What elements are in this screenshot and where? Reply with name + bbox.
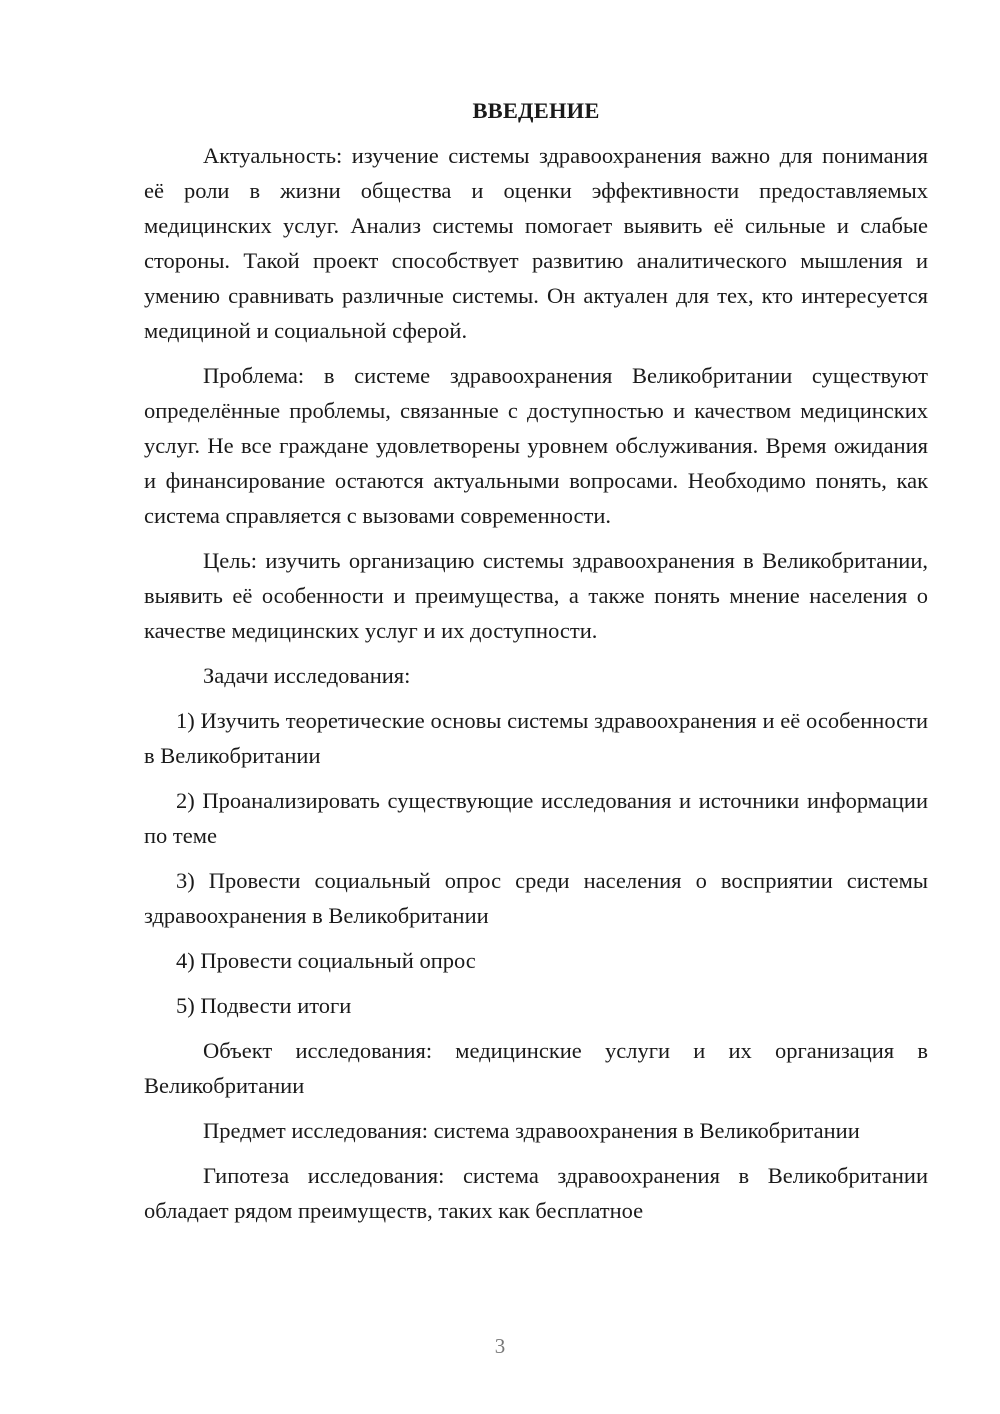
task-item-2: 2) Проанализировать существующие исследования и источники информации по теме: [144, 788, 928, 848]
page-number: 3: [494, 1334, 506, 1358]
subject-paragraph: Предмет исследования: система здравоохранения в Великобритании: [203, 1118, 860, 1143]
tasks-heading: Задачи исследования:: [203, 663, 411, 688]
relevance-paragraph: Актуальность: изучение системы здравоохранения важно для понимания её роли в жизни общества и оценки эффективности предоставляемых медицинских услуг. Анализ системы помогает выявить её сильные и слабые стороны. Такой проект способствует развитию аналитического мышления и умению сравнивать различные системы. Он актуален для тех, кто интересуется медициной и социальной сферой.: [144, 143, 928, 343]
task-item-4: 4) Провести социальный опрос: [176, 948, 476, 973]
hypothesis-paragraph: Гипотеза исследования: система здравоохранения в Великобритании обладает рядом преимуществ, таких как бесплатное: [144, 1163, 928, 1223]
task-item-5: 5) Подвести итоги: [176, 993, 352, 1018]
task-item-3: 3) Провести социальный опрос среди населения о восприятии системы здравоохранения в Великобритании: [144, 868, 928, 928]
section-title: ВВЕДЕНИЕ: [472, 98, 600, 123]
task-item-1: 1) Изучить теоретические основы системы здравоохранения и её особенности в Великобритании: [144, 708, 928, 768]
document-page: [144, 96, 928, 1238]
goal-paragraph: Цель: изучить организацию системы здравоохранения в Великобритании, выявить её особенности и преимущества, а также понять мнение населения о качестве медицинских услуг и их доступности.: [144, 548, 928, 643]
problem-paragraph: Проблема: в системе здравоохранения Великобритании существуют определённые проблемы, связанные с доступностью и качеством медицинских услуг. Не все граждане удовлетворены уровнем обслуживания. Время ожидания и финансирование остаются актуальными вопросами. Необходимо понять, как система справляется с вызовами современности.: [144, 363, 928, 528]
object-paragraph: Объект исследования: медицинские услуги и их организация в Великобритании: [144, 1038, 928, 1098]
